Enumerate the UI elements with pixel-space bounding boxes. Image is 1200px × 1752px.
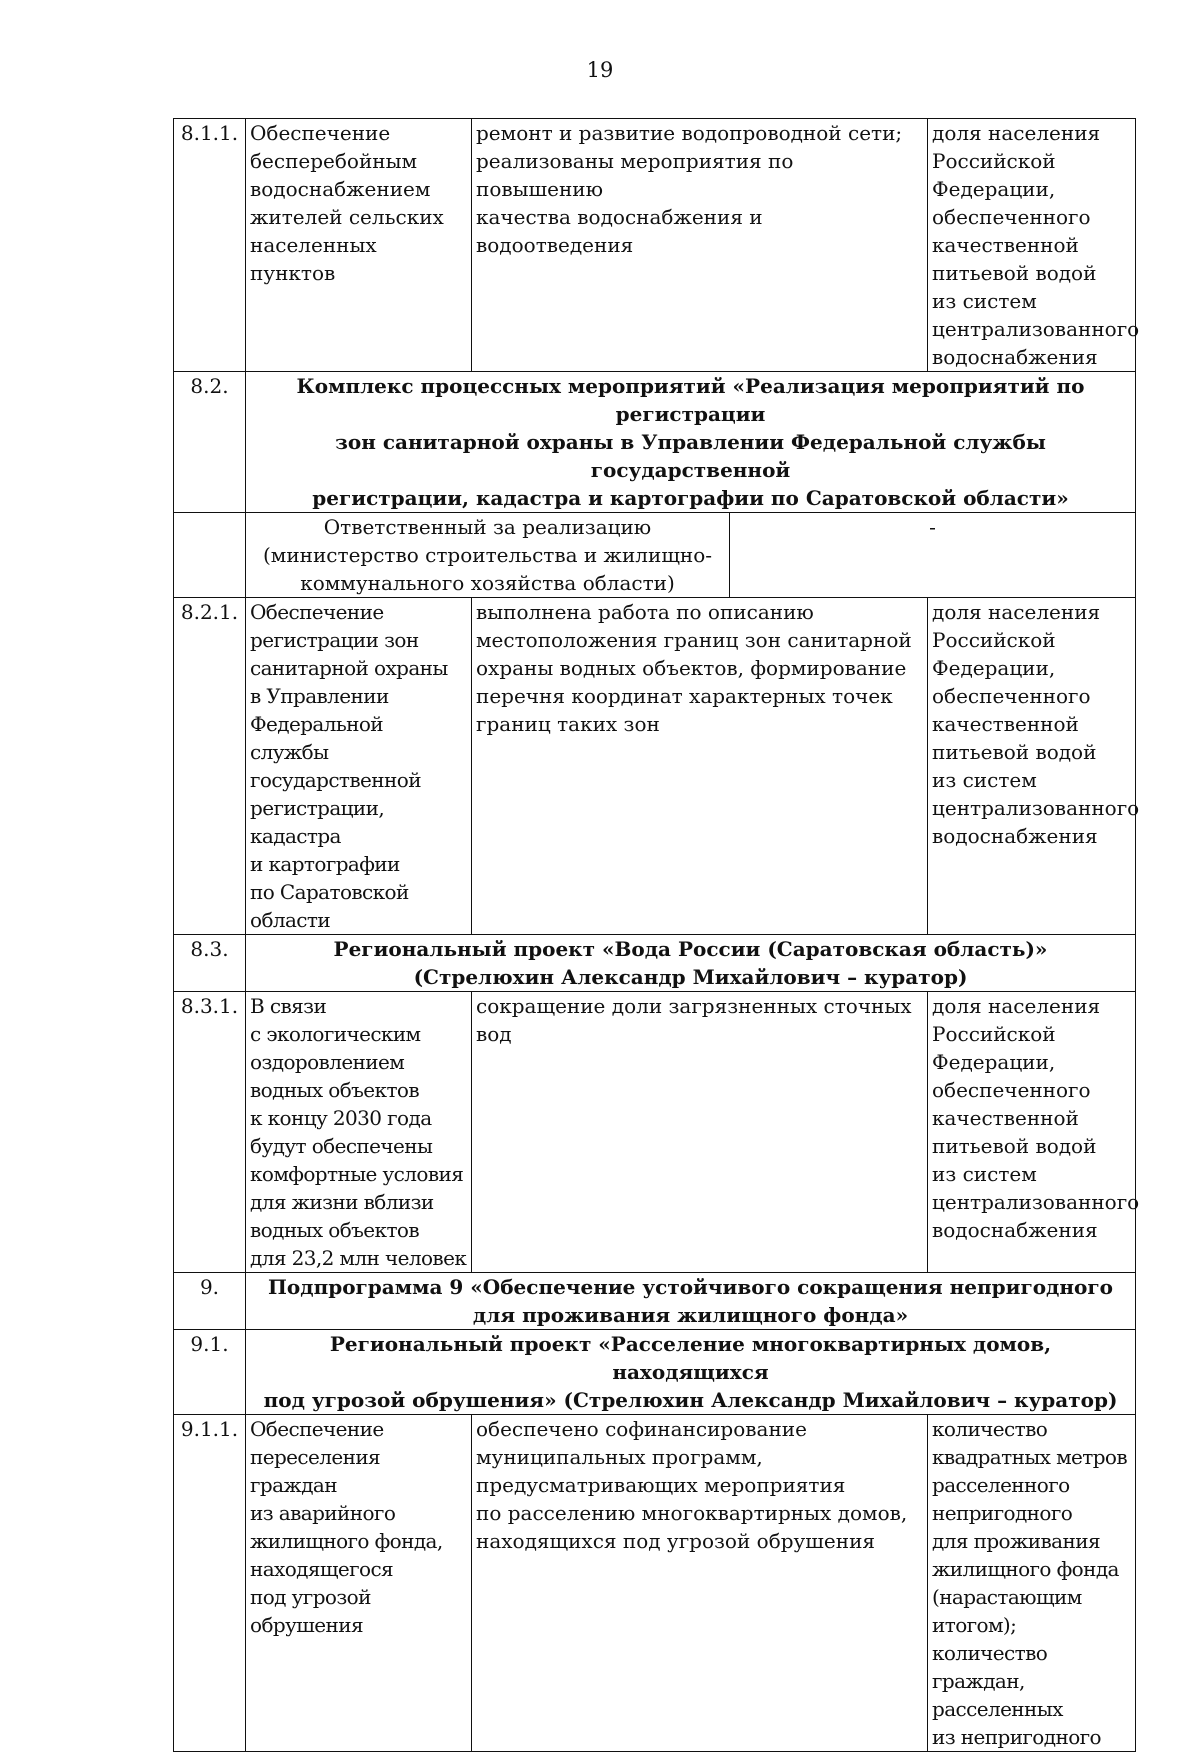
row-number: 9.1.1. — [174, 1415, 246, 1752]
task-cell: Обеспечение переселения граждан из аварийного жилищного фонда, находящегося под угрозой обрушения — [246, 1415, 472, 1752]
table-row-8-2 — [174, 372, 1136, 513]
responsible-value: - — [730, 513, 1136, 598]
effect-cell: выполнена работа по описанию местоположения границ зон санитарной охраны водных объектов, формирование перечня координат характерных точек границ таких зон — [472, 598, 928, 935]
responsible-label: Ответственный за реализацию (министерство строительства и жилищно- коммунального хозяйства области) — [246, 513, 730, 598]
table-row-8-1-1 — [174, 119, 1136, 372]
indicator-cell: доля населения Российской Федерации, обеспеченного качественной питьевой водой из систем централизованного водоснабжения — [928, 598, 1136, 935]
indicator-cell: доля населения Российской Федерации, обеспеченного качественной питьевой водой из систем централизованного водоснабжения — [928, 992, 1136, 1273]
page-number: 19 — [586, 58, 614, 82]
empty-cell — [174, 513, 246, 598]
table-row-8-2-1 — [174, 598, 1136, 935]
task-cell: Обеспечение регистрации зон санитарной охраны в Управлении Федеральной службы государственной регистрации, кадастра и картографии по Саратовской области — [246, 598, 472, 935]
row-number: 9. — [174, 1273, 246, 1330]
row-number: 8.3.1. — [174, 992, 246, 1273]
effect-cell: ремонт и развитие водопроводной сети; реализованы мероприятия по повышению качества водоснабжения и водоотведения — [472, 119, 928, 372]
table-row-8-2-responsible — [174, 513, 1136, 598]
table-row-9-1 — [174, 1330, 1136, 1415]
table-row-9-1-1 — [174, 1415, 1136, 1752]
indicator-cell: доля населения Российской Федерации, обеспеченного качественной питьевой водой из систем централизованного водоснабжения — [928, 119, 1136, 372]
section-heading: Комплекс процессных мероприятий «Реализация мероприятий по регистрации зон санитарной охраны в Управлении Федеральной службы государственной регистрации, кадастра и картографии по Саратовской области» — [246, 372, 1136, 513]
row-number: 9.1. — [174, 1330, 246, 1415]
table-row-8-3-1 — [174, 992, 1136, 1273]
effect-cell: сокращение доли загрязненных сточных вод — [472, 992, 928, 1273]
row-number: 8.2. — [174, 372, 246, 513]
table-row-9 — [174, 1273, 1136, 1330]
section-heading: Подпрограмма 9 «Обеспечение устойчивого сокращения непригодного для проживания жилищного фонда» — [246, 1273, 1136, 1330]
row-number: 8.1.1. — [174, 119, 246, 372]
section-heading: Региональный проект «Вода России (Саратовская область)» (Стрелюхин Александр Михайлович – куратор) — [246, 935, 1136, 992]
task-cell: В связи с экологическим оздоровлением водных объектов к концу 2030 года будут обеспечены комфортные условия для жизни вблизи водных объектов для 23,2 млн человек — [246, 992, 472, 1273]
indicator-cell: количество квадратных метров расселенного непригодного для проживания жилищного фонда (нарастающим итогом); количество граждан, расселенных из непригодного — [928, 1415, 1136, 1752]
program-table — [173, 118, 1140, 1752]
row-number: 8.3. — [174, 935, 246, 992]
row-number: 8.2.1. — [174, 598, 246, 935]
table-row-8-3 — [174, 935, 1136, 992]
task-cell: Обеспечение бесперебойным водоснабжением жителей сельских населенных пунктов — [246, 119, 472, 372]
section-heading: Региональный проект «Расселение многоквартирных домов, находящихся под угрозой обрушения» (Стрелюхин Александр Михайлович – куратор) — [246, 1330, 1136, 1415]
effect-cell: обеспечено софинансирование муниципальных программ, предусматривающих мероприятия по расселению многоквартирных домов, находящихся под угрозой обрушения — [472, 1415, 928, 1752]
